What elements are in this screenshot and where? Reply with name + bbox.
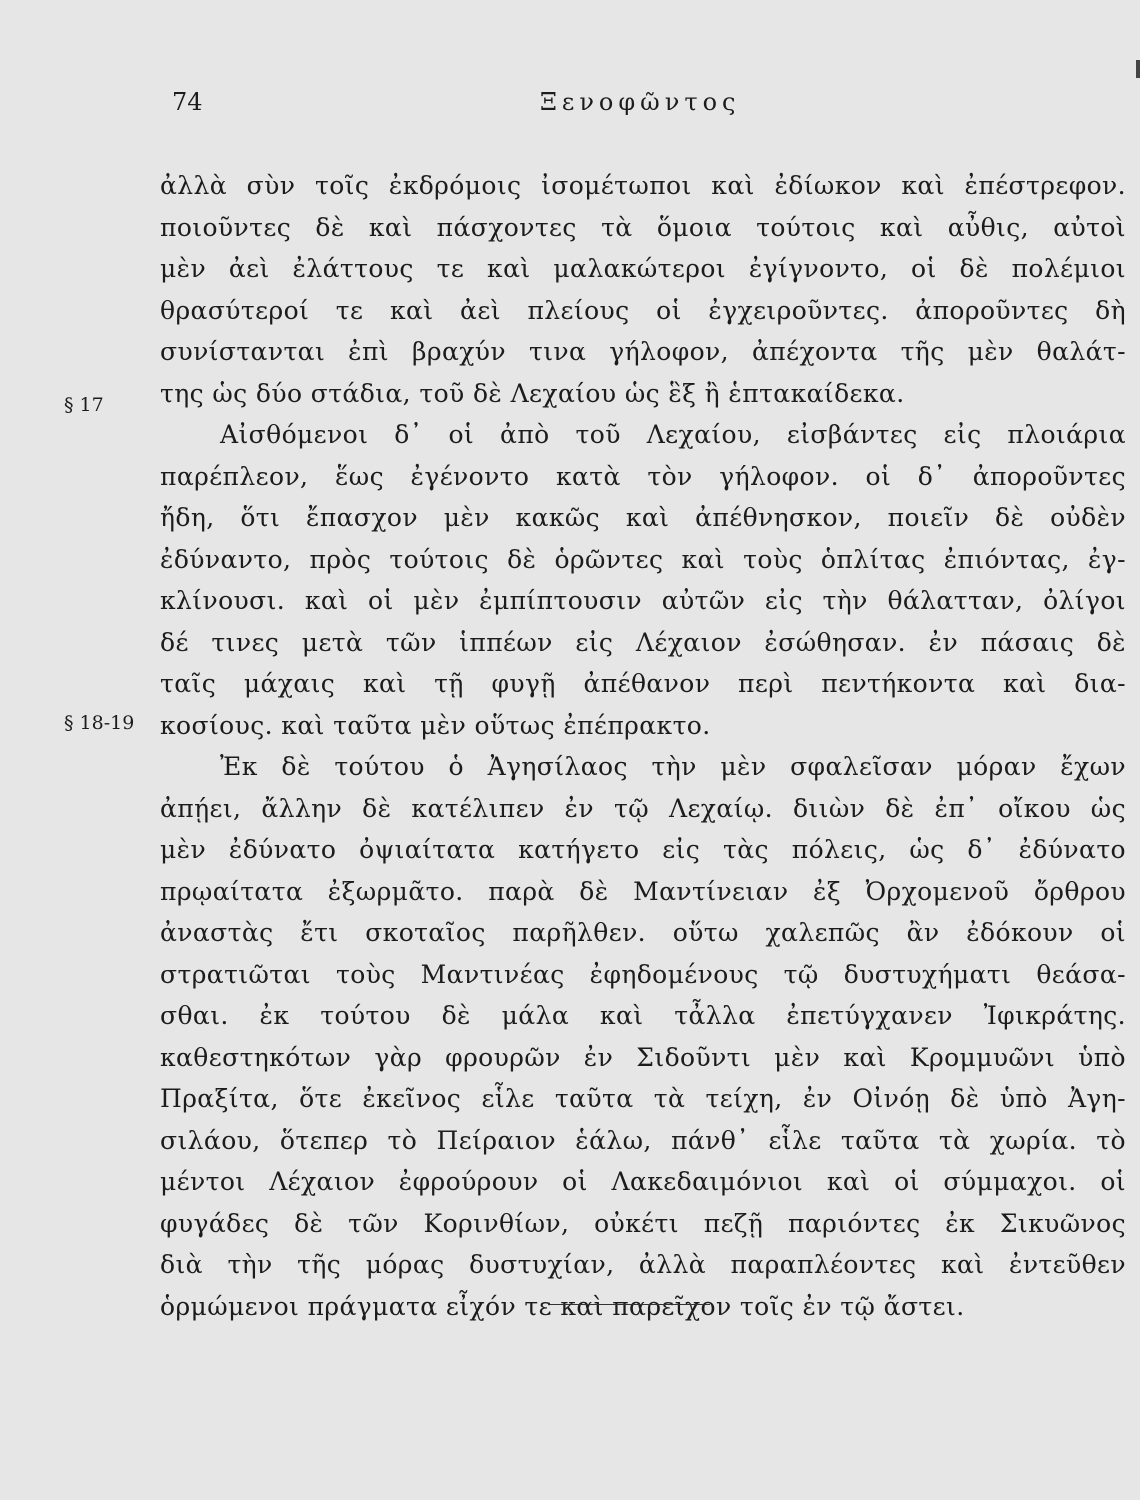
- page-number: 74: [172, 88, 203, 116]
- text-line: μέντοι Λέχαιον ἐφρούρουν οἱ Λακεδαιμόνιοι καὶ οἱ σύμμαχοι. οἱ: [160, 1167, 1126, 1196]
- section-marker-17: § 17: [64, 394, 104, 416]
- text-line: μὲν ἐδύνατο ὀψιαίτατα κατήγετο εἰς τὰς πόλεις, ὡς δ᾽ ἐδύνατο: [160, 835, 1126, 864]
- text-line: ἤδη, ὅτι ἔπασχον μὲν κακῶς καὶ ἀπέθνησκον, ποιεῖν δὲ οὐδὲν: [160, 503, 1126, 532]
- text-line: ἀναστὰς ἔτι σκοταῖος παρῆλθεν. οὕτω χαλεπῶς ἂν ἐδόκουν οἱ: [160, 918, 1126, 947]
- text-line: μὲν ἀεὶ ἐλάττους τε καὶ μαλακώτεροι ἐγίγνοντο, οἱ δὲ πολέμιοι: [160, 254, 1126, 283]
- text-line: καθεστηκότων γὰρ φρουρῶν ἐν Σιδοῦντι μὲν καὶ Κρομμυῶνι ὑπὸ: [160, 1042, 1126, 1072]
- text-line: ἀλλὰ σὺν τοῖς ἐκδρόμοις ἰσομέτωποι καὶ ἐδίωκον καὶ ἐπέστρεφον.: [160, 171, 1126, 200]
- text-line: ποιοῦντες δὲ καὶ πάσχοντες τὰ ὅμοια τούτοις καὶ αὖθις, αὐτοὶ: [160, 212, 1126, 242]
- text-line: Πραξίτα, ὅτε ἐκεῖνος εἷλε ταῦτα τὰ τείχη, ἐν Οἰνόῃ δὲ ὑπὸ Ἀγη-: [160, 1084, 1126, 1113]
- text-line: κοσίους. καὶ ταῦτα μὲν οὕτως ἐπέπρακτο.: [160, 710, 711, 740]
- text-line: ἀπῄει, ἄλλην δὲ κατέλιπεν ἐν τῷ Λεχαίῳ. διιὼν δὲ ἐπ᾽ οἴκου ὡς: [160, 793, 1126, 823]
- end-rule: [548, 1304, 710, 1305]
- text-line: κλίνουσι. καὶ οἱ μὲν ἐμπίπτουσιν αὐτῶν εἰς τὴν θάλατταν, ὀλίγοι: [160, 586, 1126, 615]
- scan-edge-mark: [1136, 60, 1140, 78]
- text-line: παρέπλεον, ἕως ἐγένοντο κατὰ τὸν γήλοφον. οἱ δ᾽ ἀποροῦντες: [160, 461, 1126, 491]
- running-title: Ξενοφῶντος: [540, 88, 741, 116]
- text-line: στρατιῶται τοὺς Μαντινέας ἐφηδομένους τῷ δυστυχήματι θεάσα-: [160, 959, 1126, 989]
- paragraph-3: [160, 746, 1126, 1327]
- text-line: θρασύτεροί τε καὶ ἀεὶ πλείους οἱ ἐγχειροῦντες. ἀποροῦντες δὴ: [160, 295, 1126, 325]
- text-line: σιλάου, ὅτεπερ τὸ Πείραιον ἑάλω, πάνθ᾽ εἷλε ταῦτα τὰ χωρία. τὸ: [160, 1125, 1126, 1155]
- text-line: δέ τινες μετὰ τῶν ἱππέων εἰς Λέχαιον ἐσώθησαν. ἐν πάσαις δὲ: [160, 627, 1126, 657]
- text-line: φυγάδες δὲ τῶν Κορινθίων, οὐκέτι πεζῇ παριόντες ἐκ Σικυῶνος: [160, 1208, 1126, 1238]
- paragraph-1: [160, 165, 1126, 414]
- text-line: συνίστανται ἐπὶ βραχύν τινα γήλοφον, ἀπέχοντα τῆς μὲν θαλάτ-: [160, 337, 1126, 366]
- text-line: σθαι. ἐκ τούτου δὲ μάλα καὶ τἆλλα ἐπετύγχανεν Ἰφικράτης.: [160, 1001, 1126, 1030]
- text-line: ὁρμώμενοι πράγματα εἶχόν τε καὶ παρεῖχον τοῖς ἐν τῷ ἄστει.: [160, 1291, 965, 1321]
- page-header: [0, 88, 1140, 128]
- paragraph-2: [160, 414, 1126, 746]
- text-line: ἐδύναντο, πρὸς τούτοις δὲ ὁρῶντες καὶ τοὺς ὁπλίτας ἐπιόντας, ἐγ-: [160, 544, 1126, 574]
- text-line: Αἰσθόμενοι δ᾽ οἱ ἀπὸ τοῦ Λεχαίου, εἰσβάντες εἰς πλοιάρια: [220, 420, 1126, 449]
- text-line: της ὡς δύο στάδια, τοῦ δὲ Λεχαίου ὡς ἓξ ἢ ἑπτακαίδεκα.: [160, 378, 905, 408]
- section-marker-18-19: § 18-19: [64, 712, 135, 734]
- text-line: Ἐκ δὲ τούτου ὁ Ἀγησίλαος τὴν μὲν σφαλεῖσαν μόραν ἔχων: [220, 752, 1126, 781]
- text-line: διὰ τὴν τῆς μόρας δυστυχίαν, ἀλλὰ παραπλέοντες καὶ ἐντεῦθεν: [160, 1250, 1126, 1279]
- main-text: [160, 165, 1126, 1327]
- text-line: ταῖς μάχαις καὶ τῇ φυγῇ ἀπέθανον περὶ πεντήκοντα καὶ δια-: [160, 669, 1126, 698]
- text-line: πρῳαίτατα ἐξωρμᾶτο. παρὰ δὲ Μαντίνειαν ἐξ Ὀρχομενοῦ ὄρθρου: [160, 876, 1126, 906]
